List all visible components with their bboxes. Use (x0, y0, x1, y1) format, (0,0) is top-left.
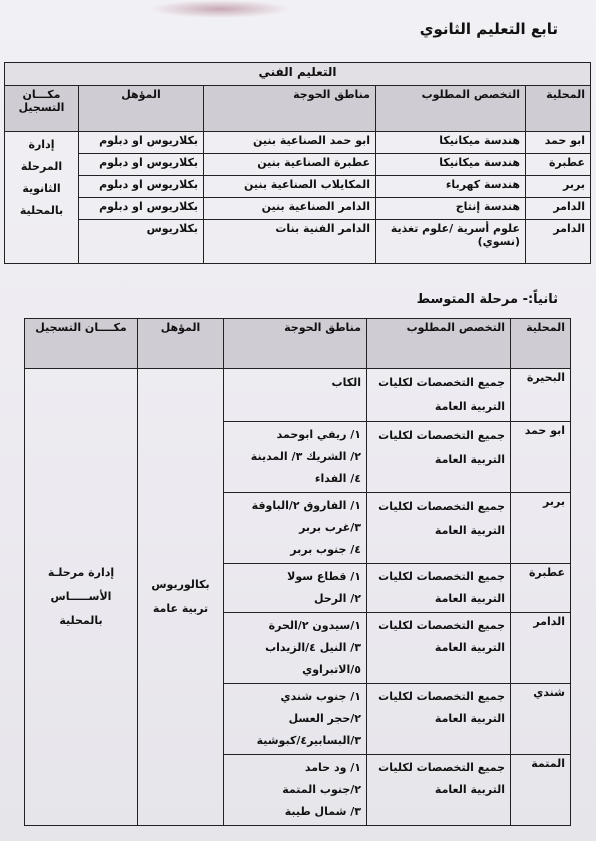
specialization-cell (367, 755, 511, 826)
locality-cell: عطبرة (511, 564, 571, 613)
area-cell (224, 613, 367, 684)
area-line: ١/ جنوب شندي (280, 690, 361, 703)
area-line: ٣/البسابير٤/كبوشية (256, 734, 361, 747)
specialization-cell: هندسة ميكانيكا (376, 154, 526, 176)
header-locality: المحلية (511, 319, 571, 369)
registration-line: إدارة مرحلـة (47, 566, 115, 579)
locality-cell: الدامر (526, 198, 591, 220)
area-line: ٢/جنوب المتمة (282, 783, 361, 796)
specialization-cell: علوم أسرية /علوم تغذية (نسوي) (376, 220, 526, 264)
specialization-line: جميع التخصصات لكليات (378, 500, 505, 513)
specialization-line: جميع التخصصات لكليات (378, 690, 505, 703)
header-qualification: المؤهل (138, 319, 224, 369)
specialization-line: جميع التخصصات لكليات (378, 429, 505, 442)
area-line: ١/ الفاروق ٢/الباوقة (251, 499, 361, 512)
specialization-cell (367, 564, 511, 613)
table-row (5, 220, 591, 264)
header-registration: مكــــان التسجيل (25, 319, 138, 369)
specialization-cell: هندسة ميكانيكا (376, 132, 526, 154)
area-line: ٤/ الفداء (314, 472, 361, 485)
area-line: ٣/ شمال طيبة (284, 805, 361, 818)
qualification-cell (138, 369, 224, 826)
area-line: ١/ ريفي ابوحمد (276, 428, 361, 441)
registration-line: إدارة (28, 138, 55, 151)
specialization-line: التربية العامة (434, 712, 505, 725)
locality-cell: الدامر (526, 220, 591, 264)
locality-cell: المتمة (511, 755, 571, 826)
page-title: تابع التعليم الثانوي (419, 20, 558, 38)
area-line: ١/ ود حامد (304, 761, 361, 774)
specialization-cell: هندسة إنتاج (376, 198, 526, 220)
locality-cell: شندي (511, 684, 571, 755)
specialization-cell (367, 613, 511, 684)
table-row (5, 154, 591, 176)
header-registration: مكـــان التسجيل (5, 86, 79, 132)
locality-cell: بربر (526, 176, 591, 198)
header-locality: المحلية (526, 86, 591, 132)
locality-cell: الدامر (511, 613, 571, 684)
header-specialization: التخصص المطلوب (376, 86, 526, 132)
locality-cell: البحيرة (511, 369, 571, 422)
area-cell (224, 369, 367, 422)
section-title: ثانياً:- مرحلة المتوسط (416, 292, 558, 307)
qualification-cell: بكلاريوس او دبلوم (79, 176, 204, 198)
area-line: ٢/ الشريك ٣/ المدينة (250, 450, 361, 463)
paper-stain (150, 0, 290, 18)
qualification-cell: بكلاريوس (79, 220, 204, 264)
area-cell (224, 755, 367, 826)
area-cell (224, 422, 367, 493)
locality-cell: ابو حمد (526, 132, 591, 154)
specialization-line: التربية العامة (434, 453, 505, 466)
specialization-cell (367, 684, 511, 755)
area-line: ٢/حجر العسل (288, 712, 361, 725)
area-cell: ابو حمد الصناعية بنين (204, 132, 376, 154)
area-line: الكاب (331, 376, 361, 389)
registration-cell (5, 132, 79, 264)
area-cell (224, 493, 367, 564)
area-line: ١/سيدون ٢/الحرة (268, 619, 361, 632)
area-line: ٢/ الرحل (313, 592, 361, 605)
area-line: ٣/غرب بربر (299, 521, 361, 534)
locality-cell: بربر (511, 493, 571, 564)
specialization-line: جميع التخصصات لكليات (378, 376, 505, 389)
table-caption: التعليم الفني (5, 63, 591, 86)
qualification-line: تربية عامة (152, 602, 209, 615)
specialization-line: التربية العامة (434, 400, 505, 413)
area-cell (224, 564, 367, 613)
specialization-cell (367, 493, 511, 564)
specialization-line: التربية العامة (434, 641, 505, 654)
specialization-line: جميع التخصصات لكليات (378, 570, 505, 583)
intermediate-stage-table (24, 318, 571, 826)
area-cell: الدامر الصناعية بنين (204, 198, 376, 220)
specialization-cell (367, 369, 511, 422)
qualification-cell: بكلاريوس او دبلوم (79, 132, 204, 154)
specialization-cell (367, 422, 511, 493)
header-areas: مناطق الحوجة (224, 319, 367, 369)
area-cell: المكايلاب الصناعية بنين (204, 176, 376, 198)
registration-line: الأســـــاس (50, 590, 112, 603)
area-cell: الدامر الفنية بنات (204, 220, 376, 264)
area-cell (224, 684, 367, 755)
table-row (5, 198, 591, 220)
technical-education-table (4, 62, 591, 264)
area-line: ٥/الاتبراوي (302, 663, 361, 676)
registration-cell (25, 369, 138, 826)
registration-line: بالمحلية (59, 614, 103, 627)
specialization-line: التربية العامة (434, 524, 505, 537)
area-line: ١/ قطاع سولا (287, 570, 361, 583)
qualification-cell: بكلاريوس او دبلوم (79, 154, 204, 176)
area-cell: عطبرة الصناعية بنين (204, 154, 376, 176)
table-row (25, 369, 571, 422)
specialization-line: التربية العامة (434, 592, 505, 605)
table-row (5, 132, 591, 154)
header-specialization: التخصص المطلوب (367, 319, 511, 369)
specialization-line: جميع التخصصات لكليات (378, 761, 505, 774)
qualification-cell: بكلاريوس او دبلوم (79, 198, 204, 220)
specialization-cell: هندسة كهرباء (376, 176, 526, 198)
header-areas: مناطق الحوجة (204, 86, 376, 132)
qualification-line: بكالوريوس (151, 578, 210, 591)
registration-line: بالمحلية (19, 204, 64, 217)
table-row (5, 176, 591, 198)
area-line: ٣/ النيل ٤/الزيداب (265, 641, 361, 654)
registration-line: الثانوية (22, 182, 61, 195)
locality-cell: عطبرة (526, 154, 591, 176)
specialization-line: التربية العامة (434, 783, 505, 796)
specialization-line: جميع التخصصات لكليات (378, 619, 505, 632)
header-qualification: المؤهل (79, 86, 204, 132)
registration-line: المرحلة (20, 160, 63, 173)
area-line: ٤/ جنوب بربر (290, 543, 361, 556)
locality-cell: ابو حمد (511, 422, 571, 493)
